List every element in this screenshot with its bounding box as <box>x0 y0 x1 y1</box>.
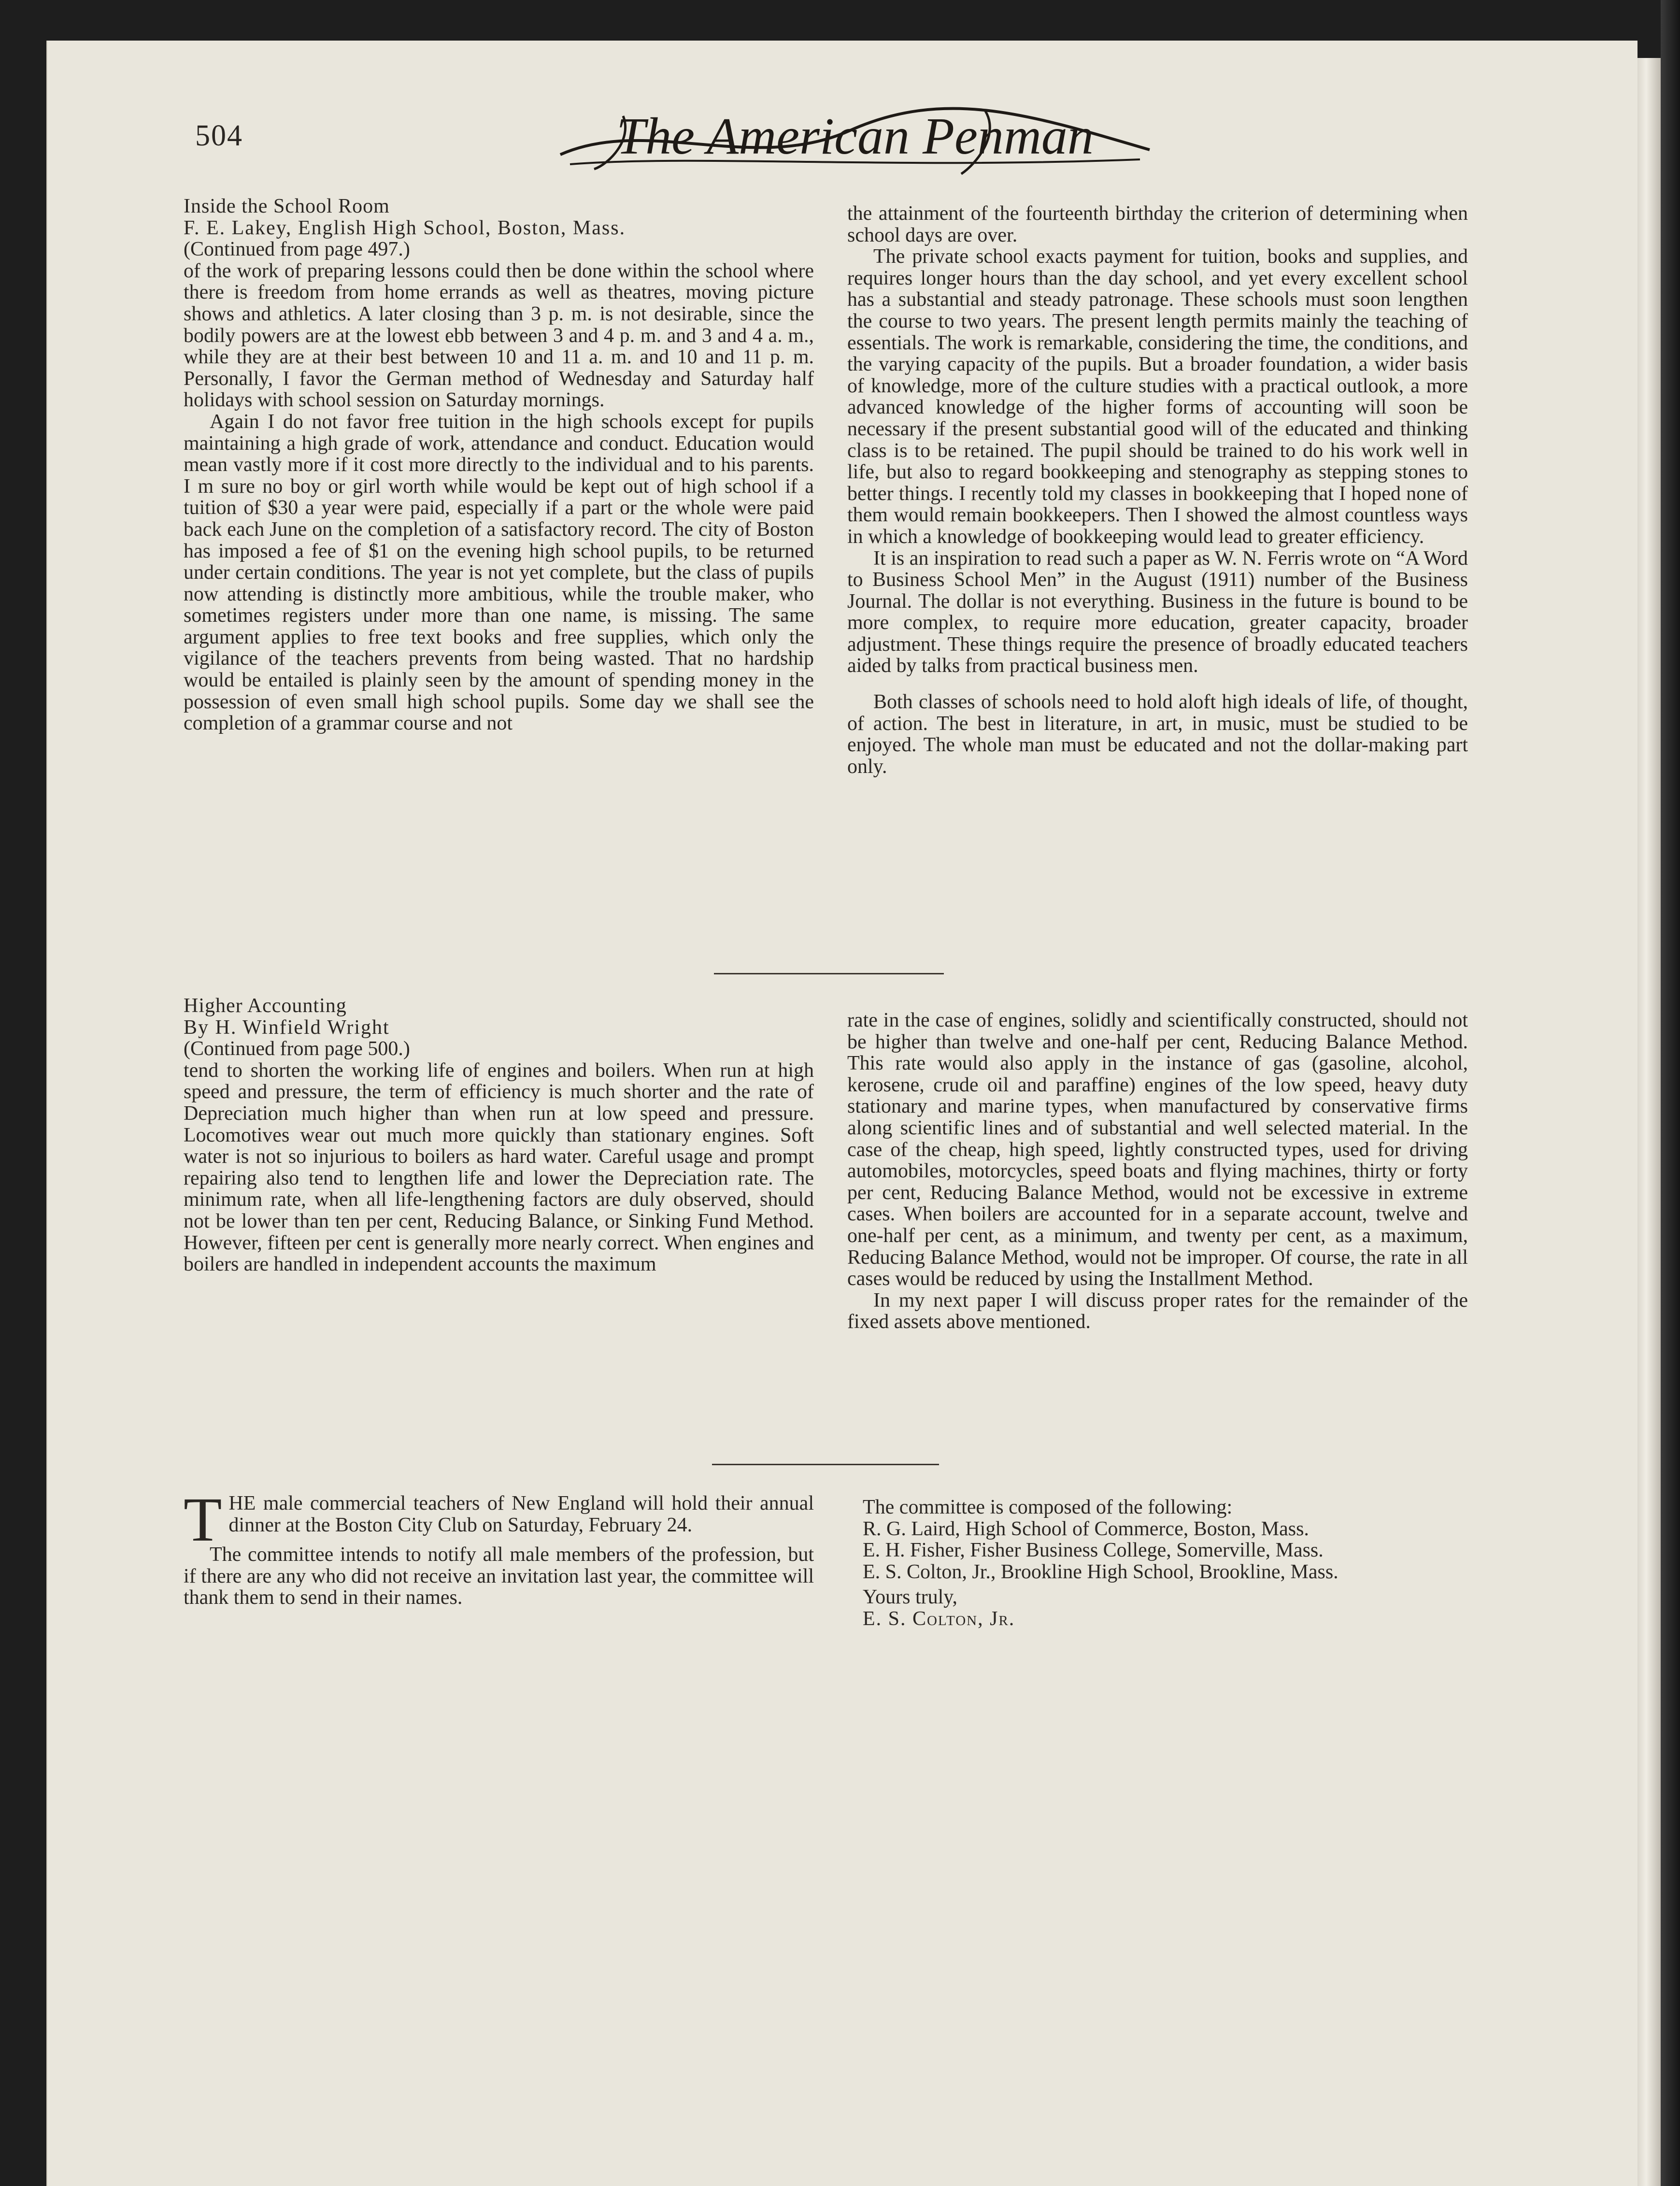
notice-paragraph: The committee intends to notify all male members of the profession, but if there are any who did not receive an invitation last year, the committee will thank them to send in their names. <box>184 1543 814 1609</box>
committee-member: E. S. Colton, Jr., Brookline High School, Brookline, Mass. <box>863 1560 1338 1583</box>
article1-title: Inside the School Room <box>184 195 390 217</box>
article2-title: Higher Accounting <box>184 995 347 1017</box>
page-edge <box>1637 58 1661 2186</box>
section-divider <box>712 1464 939 1465</box>
article1-paragraph: Again I do not favor free tuition in the high schools except for pupils maintaining a high grade of work, attendance and conduct. Education would mean vastly more if it cost more directly to the individual and to his parents. I m sure no boy or girl worth while would be kept out of high school if a tuition of $30 a year were paid, especially if a part or the whole were paid back each June on the completion of a satisfactory record. The city of Boston has imposed a fee of $1 on the evening high school pupils, to be returned under certain conditions. The year is not yet complete, but the class of pupils now attending is distinctly more ambitious, while the trouble maker, who sometimes registers under more than one name, is missing. The same argument applies to free text books and free supplies, which only the vigilance of the teachers prevents from being wasted. That no hardship would be entailed is plainly seen by the amount of spending money in the possession of even small high school pupils. Some day we shall see the completion of a grammar course and not <box>184 410 814 735</box>
notice-paragraph: HE male commercial teachers of New England will hold their annual dinner at the Boston City Club on Saturday, February 24. <box>228 1492 814 1536</box>
committee-intro: The committee is composed of the following: <box>863 1496 1233 1518</box>
article2-continued-note: (Continued from page 500.) <box>184 1038 410 1060</box>
masthead-logo <box>551 97 1159 184</box>
section-divider <box>714 973 944 974</box>
article1-paragraph: the attainment of the fourteenth birthday the criterion of determining when school days are over. <box>847 202 1468 246</box>
article1-paragraph: Both classes of schools need to hold aloft high ideals of life, of thought, of action. The best in literature, in art, in music, must be studied to be enjoyed. The whole man must be educated and not the dollar-making part only. <box>847 691 1468 778</box>
article2-paragraph: rate in the case of engines, solidly and scientifically constructed, should not be higher than twelve and one-half per cent, Reducing Balance Method. This rate would also apply in the instance of gas (gasoline, alcohol, kerosene, crude oil and paraffine) engines of the low speed, heavy duty stationary and marine types, when manufactured by conservative firms along scientific lines and of substantial and well selected material. In the case of the cheap, high speed, lightly constructed types, used for driving automobiles, motorcycles, speed boats and flying machines, thirty or forty per cent, Reducing Balance Method, would not be excessive in extreme cases. When boilers are accounted for in a separate account, twelve and one-half per cent, as a minimum, and twenty per cent, as a maximum, Reducing Balance Method, would not be improper. Of course, the rate in all cases would be reduced by using the Installment Method. <box>847 1009 1468 1290</box>
article1-column-left <box>184 196 814 734</box>
closing: Yours truly, <box>863 1586 958 1609</box>
article1-byline: F. E. Lakey, English High School, Boston, Mass. <box>184 216 626 239</box>
article2-paragraph: tend to shorten the working life of engines and boilers. When run at high speed and pressure, the term of efficiency is much shorter and the rate of Depreciation much higher than when run at low speed and pressure. Locomotives wear out much more quickly than stationary engines. Soft water is not so injurious to boilers as hard water. Careful usage and prompt repairing also tend to lengthen life and lower the Depreciation rate. The minimum rate, when all life-lengthening factors are duly observed, should not be lower than ten per cent, Reducing Balance, or Sinking Fund Method. However, fifteen per cent is generally more nearly correct. When engines and boilers are handled in independent accounts the maximum <box>184 1059 814 1276</box>
article1-paragraph: of the work of preparing lessons could then be done within the school where there is freedom from home errands as well as theatres, moving picture shows and athletics. A later closing than 3 p. m. is not desirable, since the bodily powers are at the lowest ebb between 3 and 4 p. m. and 3 and 4 a. m., while they are at their best between 10 and 11 a. m. and 10 and 11 p. m. Personally, I favor the German method of Wednesday and Saturday half holidays with school session on Saturday mornings. <box>184 259 814 412</box>
article1-paragraph: It is an inspiration to read such a paper as W. N. Ferris wrote on “A Word to Business School Men” in the August (1911) number of the Business Journal. The dollar is not everything. Business in the future is bound to be more complex, to require more education, greater capacity, broader adjustment. These things require the presence of broadly educated teachers aided by talks from practical business men. <box>847 547 1468 677</box>
article2-column-left <box>184 995 814 1275</box>
article2-column-right <box>847 1010 1468 1333</box>
masthead-text: The American Penman <box>616 108 1094 165</box>
article2-paragraph: In my next paper I will discuss proper rates for the remainder of the fixed assets above mentioned. <box>847 1289 1468 1333</box>
page-number: 504 <box>195 119 243 152</box>
notice-dropcap: T <box>184 1485 222 1555</box>
notice-column-right <box>863 1497 1442 1630</box>
article1-continued-note: (Continued from page 497.) <box>184 238 410 261</box>
committee-member: R. G. Laird, High School of Commerce, Boston, Mass. <box>863 1517 1309 1540</box>
committee-member: E. H. Fisher, Fisher Business College, Somerville, Mass. <box>863 1539 1324 1562</box>
signature: E. S. Colton, Jr. <box>863 1607 1015 1630</box>
article1-column-right <box>847 203 1468 777</box>
article2-byline: By H. Winfield Wright <box>184 1016 390 1039</box>
notice-column-left <box>184 1485 814 1609</box>
book-spine <box>1661 0 1680 2186</box>
article1-paragraph: The private school exacts payment for tuition, books and supplies, and requires longer hours than the day school, and yet every excellent school has a substantial and steady patronage. These schools must soon lengthen the course to two years. The present length permits mainly the teaching of essentials. The work is remarkable, considering the time, the conditions, and the varying capacity of the pupils. But a broader foundation, a wider basis of knowledge, more of the culture studies with a practical outlook, a more advanced knowledge of the higher forms of accounting will soon be necessary if the present substantial good will of the educated and thinking class is to be retained. The pupil should be trained to do his work well in life, but also to regard bookkeeping and stenography as stepping stones to better things. I recently told my classes in bookkeeping that I hoped none of them would remain bookkeepers. Then I showed the almost countless ways in which a knowledge of bookkeeping would lead to greater efficiency. <box>847 245 1468 548</box>
